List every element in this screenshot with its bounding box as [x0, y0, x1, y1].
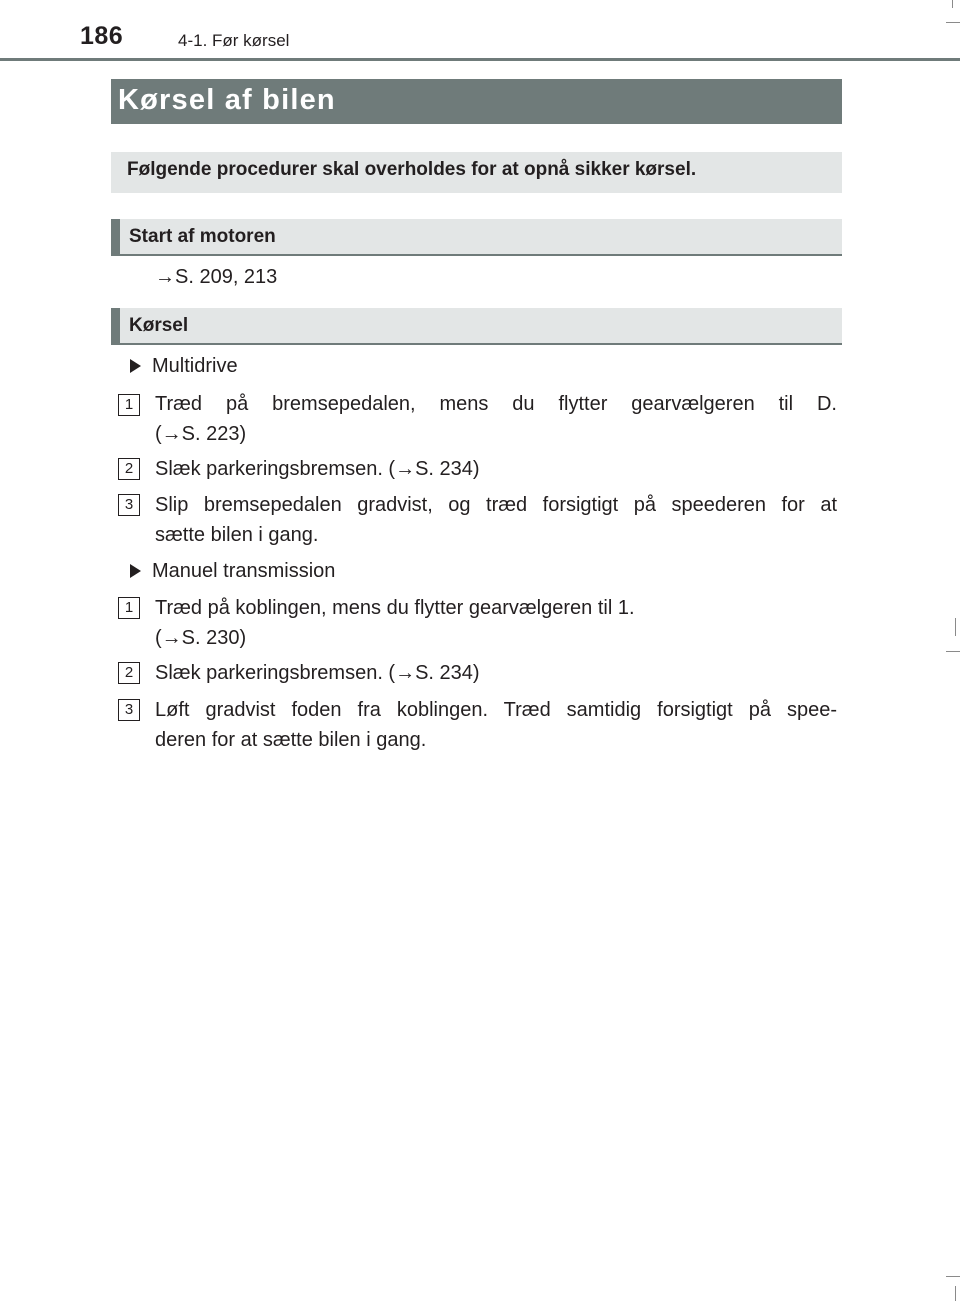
section-bar — [111, 308, 120, 343]
step-number: 1 — [118, 394, 140, 416]
crop-mark — [946, 22, 960, 23]
page-reference: →S. 209, 213 — [155, 266, 278, 288]
chapter-label: 4-1. Før kørsel — [178, 31, 290, 50]
step-number: 2 — [118, 458, 140, 480]
crop-mark — [955, 618, 956, 636]
triangle-bullet-icon — [130, 359, 141, 373]
subheading-manual — [130, 556, 335, 586]
section-heading-driving — [111, 308, 842, 345]
step-text — [155, 454, 837, 484]
step-number: 1 — [118, 597, 140, 619]
step-text — [155, 389, 837, 449]
triangle-bullet-icon — [130, 564, 141, 578]
section-bar — [111, 219, 120, 254]
step-line: sætte bilen i gang. — [155, 524, 319, 546]
step-text — [155, 490, 837, 550]
step-line: Slæk parkeringsbremsen. (→S. 234) — [155, 458, 480, 480]
step-line: Træd på koblingen, mens du flytter gearvælgeren til 1. — [155, 597, 635, 619]
section-heading-label: Start af motoren — [129, 226, 276, 247]
step-line: Slæk parkeringsbremsen. (→S. 234) — [155, 662, 480, 684]
header-rule — [0, 58, 960, 61]
step-line: Slip bremsepedalen gradvist, og træd forsigtigt på speederen for at — [155, 494, 837, 516]
step-number: 3 — [118, 699, 140, 721]
intro-text: Følgende procedurer skal overholdes for at opnå sikker kørsel. — [127, 159, 697, 180]
step-line: (→S. 230) — [155, 627, 247, 649]
step-text — [155, 593, 837, 653]
subheading-multidrive — [130, 351, 238, 381]
section-heading-start — [111, 219, 842, 256]
crop-mark — [955, 1286, 956, 1301]
step-text — [155, 658, 837, 688]
subheading-label: Multidrive — [152, 355, 238, 377]
subheading-label: Manuel transmission — [152, 560, 336, 582]
step-line: (→S. 223) — [155, 423, 247, 445]
crop-mark — [946, 651, 960, 652]
crop-mark — [952, 0, 953, 8]
step-text — [155, 695, 837, 755]
step-line: Træd på bremsepedalen, mens du flytter gearvælgeren til D. — [155, 393, 837, 415]
step-line: Løft gradvist foden fra koblingen. Træd samtidig forsigtigt på spee- — [155, 699, 837, 721]
step-line: deren for at sætte bilen i gang. — [155, 729, 427, 751]
page-number: 186 — [80, 22, 124, 50]
crop-mark — [946, 1276, 960, 1277]
step-number: 2 — [118, 662, 140, 684]
page-title: Kørsel af bilen — [118, 84, 336, 116]
section-heading-label: Kørsel — [129, 315, 189, 336]
step-number: 3 — [118, 494, 140, 516]
